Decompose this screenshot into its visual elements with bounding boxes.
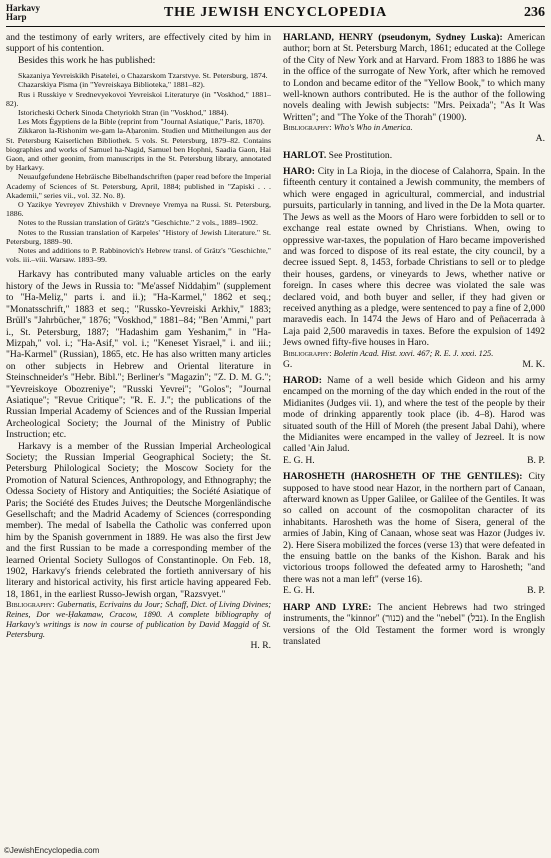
journal-title: THE JEWISH ENCYCLOPEDIA: [164, 5, 387, 20]
work-item: Notes to the Russian translation of Grätz's "Geschichte." 2 vols., 1889–1902.: [18, 218, 258, 228]
entry-harland: [283, 32, 545, 123]
work-item: Chazarskiya Pisma (in "Yevreiskaya Biblioteka," 1881–82).: [18, 80, 205, 90]
right-column: [283, 32, 545, 836]
bibliography-text: Gubernatis, Ecrivains du Jour; Schaff, Dict. of Living Divines; Reines, Dor we-Ḥakamaw, Cracow, 1890. A complete bibliography of Harkavy's writings is now in course of publication by David Maggid of St. Petersburg.: [6, 600, 271, 640]
headword-harod: HAROD:: [283, 374, 322, 386]
headword-harland: HARLAND, HENRY: [283, 32, 374, 43]
memberships-paragraph: Harkavy is a member of the Russian Imperial Archeological Society; the Russian Imperial Geographical Society; the St. Petersburg Philological Society; the Moscow Society for the Promotion of Natural Sciences, Anthropology, and Ethnography; the Odessa Society of History and Antiquities; the Société Asiatique of Paris; the Société des Etudes Juives; the Deutsche Morgenländische Gesellschaft; and the Madrid Academy of Sciences (corresponding member). The medal of Isabella the Catholic was conferred upon him by the Spanish government in 1889. He was also the first Jew and the first Russian to be made a corresponding member of the learned Oriental Society Sullogos of Constantinople. On Feb. 18, 1902, Harkavy's friends celebrated the fortieth anniversary of his literary and historical activity, his first article having appeared Feb. 18, 1861, in the earliest Russo-Jewish organ, "Razsvyet.": [6, 440, 271, 600]
left-column: [6, 32, 271, 836]
running-title: Harkavy Harp: [6, 3, 41, 22]
harland-bib-text: Who's Who in America.: [333, 123, 413, 133]
work-item: Zikkaron la-Rishonim we-gam la-Aḥaronim. Studien und Mittheilungen aus der St. Petersburg Kaiserlichen Bibliothek. 5 vols. St. Petersburg, 1879–82. Contains biographies and works of Samuel ha-Nagid, Samuel ben Hophni, Saadia Gaon, Hai Gaon, and other geonim, from manuscripts in the St. Petersburg library, annotated by Harkavy.: [6, 126, 271, 173]
work-item: Istoricheski Ocherk Sinoda Chetyriokh Stran (in "Voskhod," 1884).: [18, 108, 229, 118]
copyright-footer: ©JewishEncyclopedia.com: [4, 846, 100, 855]
harkavy-bibliography: [6, 600, 271, 640]
headword-harlot: HARLOT.: [283, 149, 327, 161]
harlot-text: See Prostitution.: [328, 149, 393, 161]
work-item: Rus i Russkiye v Srednevyekovoi Yevreiskoi Literaturye (in "Voskhod," 1881–82).: [6, 89, 271, 108]
work-item: Notes to the Russian translation of Karpeles' "History of Jewish Literature." St. Petersburg, 1889–90.: [6, 227, 271, 246]
headword-harosheth: HAROSHETH (HAROSHETH OF THE GENTILES):: [283, 471, 523, 483]
work-item: Neuaufgefundene Hebräische Bibelhandschriften (paper read before the Imperial Academy of Sciences of St. Petersburg, April, 1884; published in "Zapiski . . . Akademii," series vii., vol. 32. No. 8).: [6, 172, 271, 200]
harod-text: Name of a well beside which Gideon and his army encamped on the morning of the day which ended in the rout of the Midianites (Judges vii. 1), and where the test of the people by their mode of drinking apparently took place (ib. 4–8). Harod was situated south of the Hill of Moreh (the present Jabal Dahi), where the Midianites were encamped in the valley of Jezreel. It is now called 'Ain Jalud.: [283, 374, 545, 455]
work-item: O Yazikye Yevreyev Zhivshikh v Drevneye Vremya na Russi. St. Petersburg, 1886.: [6, 200, 271, 219]
harod-sig-left: E. G. H.: [283, 454, 315, 466]
bibliography-label: Bibliography:: [283, 123, 332, 133]
haro-sig-left: G.: [283, 358, 293, 370]
entry-harlot: [283, 150, 545, 161]
haro-sig-right: M. K.: [522, 358, 545, 370]
harland-signature: A.: [535, 133, 545, 145]
haro-signature: [283, 359, 545, 370]
entry-harod: [283, 375, 545, 455]
entry-haro: [283, 166, 545, 349]
work-item: Skazaniya Yevreiskikh Pisatelei, o Chazarskom Tzarstvye. St. Petersburg, 1874.: [18, 71, 268, 81]
harland-bibliography: [283, 123, 545, 133]
harp-text: The ancient Hebrews had two stringed instruments, the "kinnor" (כנור) and the "nebel" (נבל). In the English versions of the Old Testament the former word is wrongly translated: [283, 601, 545, 647]
intro-text: and the testimony of early writers, are effectively cited by him in support of his contention.: [6, 32, 271, 55]
harosheth-signature: [283, 585, 545, 596]
haro-text: City in La Rioja, in the diocese of Calahorra, Spain. In the fifteenth century it contained a Jewish community, the members of which were engaged in agricultural, commercial, and industrial pursuits, particularly in tanning, and lived in the De la Mota quarter. The Jews as well as the Moors of Haro were forbidden to sell or to exchange real estate owned by Christians. When, owing to oppressive war-taxes, the population of Haro became impoverished and was forced to dispose of its real estate, the city council, by a decree issued Sept. 8, 1453, forbade Christians to sell or to pledge their houses, gardens, or vineyards to Jews, whether native or foreign. In cases where this decree was violated the sale was declared void, and both buyer and seller, if they had given or received anything as a pledge, were sentenced to pay a fine of 2,000 maravedis each. In 1474 the Jews of Haro and of Peñacerrada à Laja paid 2,500 maravedis in taxes. Before the expulsion of 1492 Jews owned fifty-five houses in Haro.: [283, 166, 545, 349]
haro-bib-text: Boletin Acad. Hist. xxvi. 467; R. E. J. xxxi. 125.: [333, 348, 494, 358]
headword-harp-and-lyre: HARP AND LYRE:: [283, 601, 372, 613]
bibliography-label: Bibliography:: [283, 348, 332, 358]
intro-works-lead: Besides this work he has published:: [18, 54, 156, 66]
harosheth-sig-left: E. G. H.: [283, 585, 315, 597]
harosheth-sig-right: B. P.: [527, 585, 545, 597]
harod-sig-right: B. P.: [527, 454, 545, 466]
harland-text: American author; born at St. Petersburg March, 1861; educated at the College of the City of New York and at Harvard. From 1883 to 1886 he was in the office of the surrogate of New York, after which he removed to London and became editor of the "Yellow Book," to which many well-known authors contributed. He is the author of the following novels dealing with Jewish subjects: "Mrs. Peixada"; "As It Was Written"; and "The Yoke of the Thorah" (1900).: [283, 32, 545, 123]
harod-signature: [283, 455, 545, 466]
page-number: 236: [524, 5, 545, 20]
works-list: [6, 71, 271, 264]
contributions-paragraph: Harkavy has contributed many valuable articles on the early history of the Jews in Russia to: "Me'assef Niddaḥim" (supplement to "Ha-Meliẓ," parts i. and ii.); "Ha-Karmel," 1862 et seq.; "Monatsschrift," 1883 et seq.; "Russko-Yevreiski Arkhiv," 1883; Brüll's "Jahrbücher," 1876; "Voskhod," 1881–84; "Ben 'Ammi," part i., St. Petersburg, 1887; "Hadashim gam Yeshanim," in "Ha-Mizpah," vol. i.; "Ha-Asif," vol. i.; "Keneset Yisrael," i. and iii.; "Ha-Karmel" (Russian), 1865, etc. He has also written many articles on other subjects in Hebrew and Oriental literature in Steinschneider's "Hebr. Bibl."; Berliner's "Magazin"; "Z. D. M. G."; "Yevreiskoye Obozreniye"; "Russki Yevrei"; "Golos"; "Journal Asiatique"; "Revue Critique"; "R. E. J."; the publications of the Russian Imperial Academy of Sciences and of the Russian Imperial Archeological Society; the Journal of the Ministry of Public Instruction; etc.: [6, 269, 271, 441]
author-signature: H. R.: [250, 640, 271, 652]
headword-haro: HARO:: [283, 166, 315, 178]
bibliography-label: Bibliography:: [6, 600, 55, 610]
work-item: Les Mots Égyptiens de la Bible (reprint from "Journal Asiatique," Paris, 1870).: [18, 117, 265, 127]
haro-bibliography: [283, 349, 545, 359]
harosheth-text: City supposed to have stood near Hazor, in the northern part of Canaan, afterward known as Upper Galilee, or Galilee of the Gentiles. It was so called on account of the cosmopolitan character of its inhabitants. Harosheth was the home of Sisera, general of the armies of Jabin, King of Canaan, whose seat was Hazor (Judges iv. 2). Here Sisera mobilized the forces (verse 13) that were defeated in the ensuing battle on the banks of the Kishon. Barak and his victorious troops followed the defeated army to Harosheth; "and there was not a man left" (verse 16).: [283, 471, 545, 585]
page-header: [6, 4, 545, 27]
harland-pseudonym: (pseudonym, Sydney Luska):: [378, 32, 503, 43]
work-item: Notes and additions to P. Rabbinovich's Hebrew transl. of Grätz's "Geschichte," vols. iii.–viii. Warsaw. 1893–99.: [6, 246, 271, 265]
entry-harosheth: [283, 471, 545, 585]
entry-harp-and-lyre: [283, 602, 545, 648]
